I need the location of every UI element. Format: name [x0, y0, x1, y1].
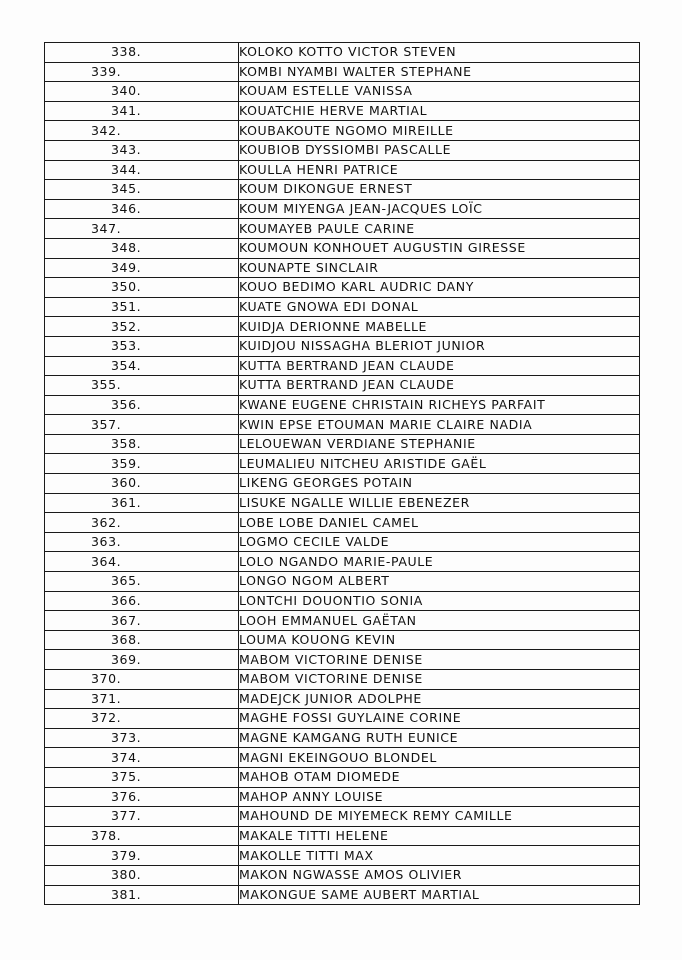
row-number: 348. — [45, 238, 239, 258]
table-row — [45, 140, 640, 160]
person-name: KOLOKO KOTTO VICTOR STEVEN — [239, 43, 640, 63]
table-row — [45, 474, 640, 494]
row-number: 376. — [45, 787, 239, 807]
table-body — [45, 43, 640, 905]
row-number: 373. — [45, 728, 239, 748]
person-name: KOUNAPTE SINCLAIR — [239, 258, 640, 278]
row-number: 365. — [45, 572, 239, 592]
table-row — [45, 336, 640, 356]
table-row — [45, 748, 640, 768]
table-row — [45, 297, 640, 317]
row-number: 364. — [45, 552, 239, 572]
person-name: KOULLA HENRI PATRICE — [239, 160, 640, 180]
row-number: 361. — [45, 493, 239, 513]
person-name: KOUBIOB DYSSIOMBI PASCALLE — [239, 140, 640, 160]
person-name: MAGNE KAMGANG RUTH EUNICE — [239, 728, 640, 748]
person-name: LELOUEWAN VERDIANE STEPHANIE — [239, 434, 640, 454]
table-row — [45, 238, 640, 258]
table-row — [45, 101, 640, 121]
table-row — [45, 532, 640, 552]
table-row — [45, 591, 640, 611]
row-number: 342. — [45, 121, 239, 141]
person-name: MAKON NGWASSE AMOS OLIVIER — [239, 865, 640, 885]
row-number: 349. — [45, 258, 239, 278]
table-row — [45, 611, 640, 631]
row-number: 374. — [45, 748, 239, 768]
table-row — [45, 709, 640, 729]
table-row — [45, 356, 640, 376]
row-number: 362. — [45, 513, 239, 533]
person-name: KUTTA BERTRAND JEAN CLAUDE — [239, 356, 640, 376]
person-name: MAHOP ANNY LOUISE — [239, 787, 640, 807]
row-number: 338. — [45, 43, 239, 63]
table-row — [45, 317, 640, 337]
table-row — [45, 807, 640, 827]
table-row — [45, 62, 640, 82]
row-number: 340. — [45, 82, 239, 102]
person-name: MABOM VICTORINE DENISE — [239, 670, 640, 690]
table-row — [45, 415, 640, 435]
table-row — [45, 278, 640, 298]
row-number: 357. — [45, 415, 239, 435]
person-name: KOUO BEDIMO KARL AUDRIC DANY — [239, 278, 640, 298]
person-name: LEUMALIEU NITCHEU ARISTIDE GAËL — [239, 454, 640, 474]
table-row — [45, 846, 640, 866]
table-row — [45, 454, 640, 474]
row-number: 346. — [45, 199, 239, 219]
row-number: 369. — [45, 650, 239, 670]
row-number: 353. — [45, 336, 239, 356]
row-number: 367. — [45, 611, 239, 631]
table-row — [45, 219, 640, 239]
row-number: 381. — [45, 885, 239, 905]
table-row — [45, 493, 640, 513]
person-name: LOLO NGANDO MARIE-PAULE — [239, 552, 640, 572]
row-number: 360. — [45, 474, 239, 494]
person-name: LONTCHI DOUONTIO SONIA — [239, 591, 640, 611]
person-name: LOOH EMMANUEL GAËTAN — [239, 611, 640, 631]
table-row — [45, 630, 640, 650]
table-row — [45, 180, 640, 200]
row-number: 347. — [45, 219, 239, 239]
person-name: LOBE LOBE DANIEL CAMEL — [239, 513, 640, 533]
person-name: LONGO NGOM ALBERT — [239, 572, 640, 592]
row-number: 341. — [45, 101, 239, 121]
person-name: KUTTA BERTRAND JEAN CLAUDE — [239, 376, 640, 396]
person-name: MAKOLLE TITTI MAX — [239, 846, 640, 866]
table-row — [45, 513, 640, 533]
row-number: 358. — [45, 434, 239, 454]
person-name: KWANE EUGENE CHRISTAIN RICHEYS PARFAIT — [239, 395, 640, 415]
person-name: LIKENG GEORGES POTAIN — [239, 474, 640, 494]
row-number: 378. — [45, 826, 239, 846]
table-row — [45, 670, 640, 690]
table-row — [45, 865, 640, 885]
person-name: KUIDJA DERIONNE MABELLE — [239, 317, 640, 337]
table-row — [45, 767, 640, 787]
table-row — [45, 885, 640, 905]
person-name: KWIN EPSE ETOUMAN MARIE CLAIRE NADIA — [239, 415, 640, 435]
row-number: 379. — [45, 846, 239, 866]
name-list-table — [44, 42, 640, 905]
person-name: KOUATCHIE HERVE MARTIAL — [239, 101, 640, 121]
person-name: KOUAM ESTELLE VANISSA — [239, 82, 640, 102]
row-number: 350. — [45, 278, 239, 298]
person-name: KUATE GNOWA EDI DONAL — [239, 297, 640, 317]
row-number: 355. — [45, 376, 239, 396]
row-number: 339. — [45, 62, 239, 82]
person-name: MAGHE FOSSI GUYLAINE CORINE — [239, 709, 640, 729]
row-number: 380. — [45, 865, 239, 885]
table-row — [45, 826, 640, 846]
row-number: 356. — [45, 395, 239, 415]
person-name: MADEJCK JUNIOR ADOLPHE — [239, 689, 640, 709]
person-name: KUIDJOU NISSAGHA BLERIOT JUNIOR — [239, 336, 640, 356]
row-number: 375. — [45, 767, 239, 787]
person-name: LOUMA KOUONG KEVIN — [239, 630, 640, 650]
table-row — [45, 572, 640, 592]
table-row — [45, 199, 640, 219]
person-name: MAHOUND DE MIYEMECK REMY CAMILLE — [239, 807, 640, 827]
row-number: 343. — [45, 140, 239, 160]
row-number: 345. — [45, 180, 239, 200]
person-name: KOUMAYEB PAULE CARINE — [239, 219, 640, 239]
row-number: 363. — [45, 532, 239, 552]
table-row — [45, 43, 640, 63]
person-name: KOUM MIYENGA JEAN-JACQUES LOÏC — [239, 199, 640, 219]
row-number: 368. — [45, 630, 239, 650]
person-name: MABOM VICTORINE DENISE — [239, 650, 640, 670]
table-row — [45, 787, 640, 807]
table-row — [45, 689, 640, 709]
row-number: 372. — [45, 709, 239, 729]
row-number: 344. — [45, 160, 239, 180]
row-number: 370. — [45, 670, 239, 690]
table-row — [45, 121, 640, 141]
row-number: 359. — [45, 454, 239, 474]
table-row — [45, 376, 640, 396]
row-number: 354. — [45, 356, 239, 376]
table-row — [45, 82, 640, 102]
row-number: 366. — [45, 591, 239, 611]
person-name: MAHOB OTAM DIOMEDE — [239, 767, 640, 787]
row-number: 352. — [45, 317, 239, 337]
row-number: 371. — [45, 689, 239, 709]
table-row — [45, 434, 640, 454]
person-name: KOUBAKOUTE NGOMO MIREILLE — [239, 121, 640, 141]
table-row — [45, 728, 640, 748]
row-number: 351. — [45, 297, 239, 317]
person-name: LISUKE NGALLE WILLIE EBENEZER — [239, 493, 640, 513]
person-name: MAGNI EKEINGOUO BLONDEL — [239, 748, 640, 768]
person-name: LOGMO CECILE VALDE — [239, 532, 640, 552]
table-row — [45, 650, 640, 670]
row-number: 377. — [45, 807, 239, 827]
table-row — [45, 552, 640, 572]
table-row — [45, 258, 640, 278]
table-row — [45, 395, 640, 415]
person-name: MAKONGUE SAME AUBERT MARTIAL — [239, 885, 640, 905]
person-name: KOUM DIKONGUE ERNEST — [239, 180, 640, 200]
person-name: KOUMOUN KONHOUET AUGUSTIN GIRESSE — [239, 238, 640, 258]
person-name: MAKALE TITTI HELENE — [239, 826, 640, 846]
person-name: KOMBI NYAMBI WALTER STEPHANE — [239, 62, 640, 82]
table-row — [45, 160, 640, 180]
